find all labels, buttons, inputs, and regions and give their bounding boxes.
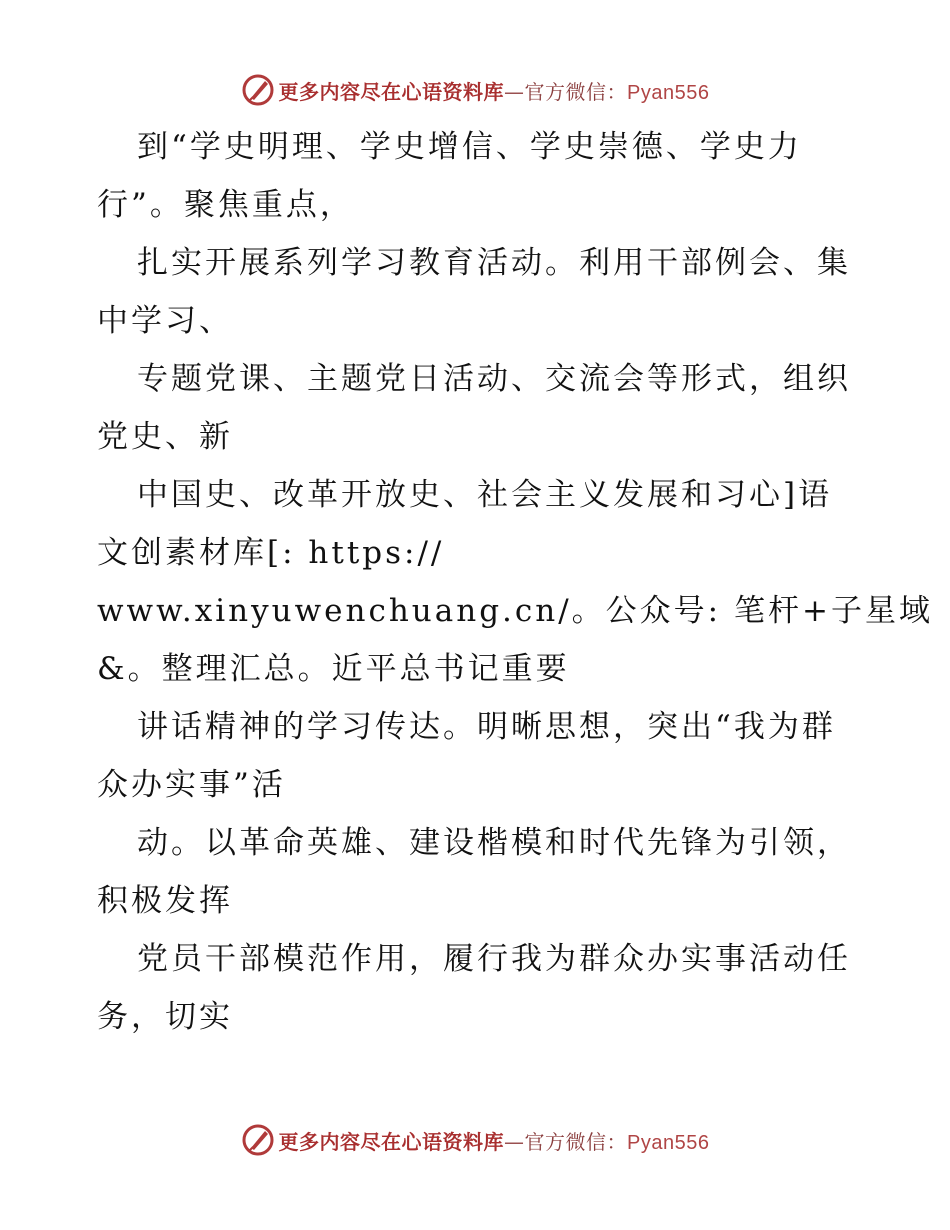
header-banner-dash: — xyxy=(504,79,525,104)
body-line: 讲话精神的学习传达。明晰思想，突出“我为群 xyxy=(137,709,836,745)
header-banner xyxy=(0,70,950,110)
body-line: 中学习、 xyxy=(97,303,233,339)
body-line: 积极发挥 xyxy=(97,883,233,919)
body-line: 到“学史明理、学史增信、学史崇德、学史力 xyxy=(137,129,802,165)
body-line: 专题党课、主题党日活动、交流会等形式，组织 xyxy=(137,361,851,397)
footer-banner-contact-label: 官方微信： xyxy=(524,1129,628,1154)
document-body xyxy=(97,118,933,1046)
footer-banner-text xyxy=(279,1126,710,1155)
header-banner-contact-handle: Pyan556 xyxy=(627,81,710,104)
body-line: 中国史、改革开放史、社会主义发展和习心]语 xyxy=(137,477,833,513)
body-line: 扎实开展系列学习教育活动。利用干部例会、集 xyxy=(137,245,851,281)
feather-pen-circle-icon xyxy=(241,73,275,107)
body-line: &。整理汇总。近平总书记重要 xyxy=(97,651,570,687)
feather-pen-circle-icon xyxy=(241,1123,275,1157)
body-line: www.xinyuwenchuang.cn/。公众号: 笔杆+子星域 xyxy=(97,593,933,629)
footer-banner-contact-handle: Pyan556 xyxy=(627,1131,710,1154)
body-line: 党员干部模范作用，履行我为群众办实事活动任 xyxy=(137,941,851,977)
body-line: 众办实事”活 xyxy=(97,767,286,803)
header-banner-lead: 更多内容尽在心语资料库 xyxy=(278,79,505,104)
footer-banner xyxy=(0,1120,950,1160)
body-line: 务，切实 xyxy=(97,999,233,1035)
body-line: 党史、新 xyxy=(97,419,233,455)
body-line: 行”。聚焦重点， xyxy=(97,187,354,223)
footer-banner-dash: — xyxy=(504,1129,525,1154)
footer-banner-lead: 更多内容尽在心语资料库 xyxy=(278,1129,505,1154)
header-banner-text xyxy=(279,76,710,105)
header-banner-contact-label: 官方微信： xyxy=(524,79,628,104)
body-line: 动。以革命英雄、建设楷模和时代先锋为引领， xyxy=(137,825,851,861)
body-line: 文创素材库[: https:// xyxy=(97,535,445,571)
